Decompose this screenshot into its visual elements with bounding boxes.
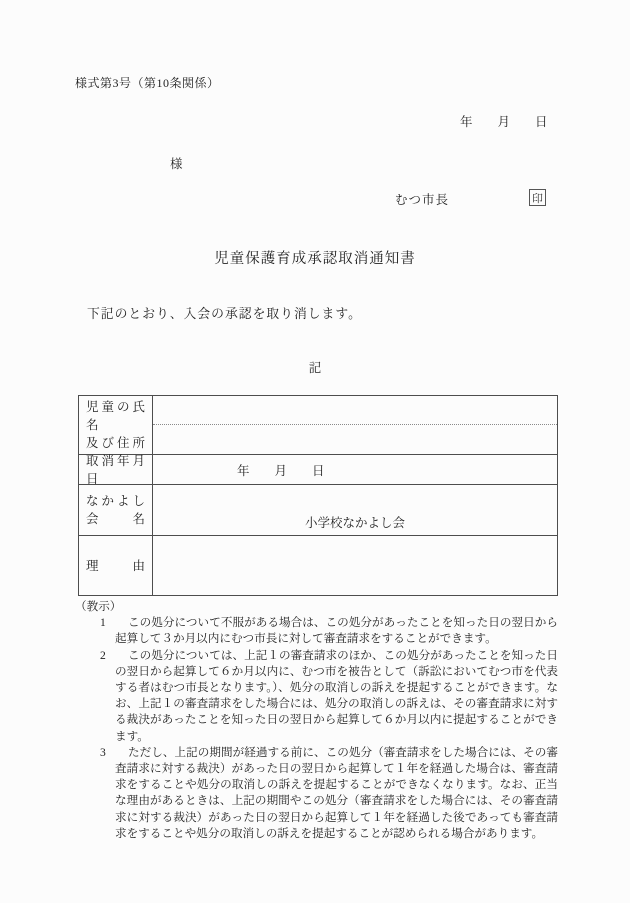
table-row-cancel-date	[79, 454, 557, 484]
notice-item-text: ただし、上記の期間が経過する前に、この処分（審査請求をした場合には、その審査請求に対する裁決）があった日の翌日から起算して１年を経過した場合は、審査請求をすることや処分の取消しの訴えを提起することができなくなります。なお、正当な理由があるときは、上記の期間やこの処分（審査請求をした場合には、その審査請求に対する裁決）があった日の翌日から起算して１年を経過した後であっても審査請求をすることや処分の取消しの訴えを提起することが認められる場合があります。	[115, 745, 558, 840]
table-row-club-name	[79, 484, 557, 535]
table-row-reason	[79, 535, 557, 595]
notice-item-3	[100, 745, 558, 842]
row-value-child-name-address	[153, 396, 557, 454]
row-value-reason	[153, 536, 557, 595]
document-title: 児童保護育成承認取消通知書	[214, 251, 416, 267]
row-label-line1: 児童の氏名	[86, 400, 145, 432]
row-value-cancel-date	[153, 455, 557, 484]
notice-item-1	[100, 615, 558, 647]
kyouji-notice-section	[75, 599, 558, 842]
club-name-value: 小学校なかよし会	[304, 516, 405, 530]
body-sentence: 下記のとおり、入会の承認を取り消します。	[87, 307, 362, 321]
table-row-child-name-address	[79, 396, 557, 454]
notice-item-number: 3	[100, 745, 106, 759]
seal-character: 印	[532, 192, 543, 205]
form-number: 様式第3号（第10条関係）	[75, 76, 220, 90]
notice-item-text: この処分については、上記１の審査請求のほか、この処分があったことを知った日の翌日から起算して６か月以内に、むつ市を被告として（訴訟においてむつ市を代表する者はむつ市長となります。）、処分の取消しの訴えを提起することができます。なお、上記１の審査請求をした場合には、処分の取消しの訴えは、その審査請求に対する裁決があったことを知った日の翌日から起算して６か月以内に提起することができます。	[115, 648, 558, 743]
notice-item-2	[100, 648, 558, 745]
ki-marker: 記	[308, 361, 322, 375]
row-label-line1: 理由	[86, 558, 145, 573]
notice-heading: （教示）	[75, 600, 122, 613]
form-table	[78, 395, 558, 596]
row-label-reason	[79, 536, 153, 595]
notice-item-text: この処分について不服がある場合は、この処分があったことを知った日の翌日から起算して３か月以内にむつ市長に対して審査請求をすることができます。	[115, 616, 558, 646]
cancel-date-placeholder: 年 月 日	[237, 463, 325, 478]
seal-placeholder	[529, 189, 546, 206]
row-label-child-name-address	[79, 396, 153, 454]
row-label-cancel-date	[79, 455, 153, 484]
row-label-line1: なかよし	[86, 494, 145, 508]
notice-item-number: 1	[100, 616, 106, 630]
notice-item-number: 2	[100, 648, 106, 662]
row-label-line1: 取消年月日	[86, 453, 145, 486]
addressee-suffix: 様	[170, 157, 183, 171]
row-label-line2: 及び住所	[86, 436, 145, 450]
issue-date-placeholder: 年 月 日	[460, 115, 548, 129]
name-address-divider	[153, 424, 557, 425]
row-label-line2: 会名	[86, 512, 145, 526]
issuer-name: むつ市長	[395, 193, 450, 207]
row-label-club-name	[79, 485, 153, 535]
row-value-club-name	[153, 485, 557, 535]
